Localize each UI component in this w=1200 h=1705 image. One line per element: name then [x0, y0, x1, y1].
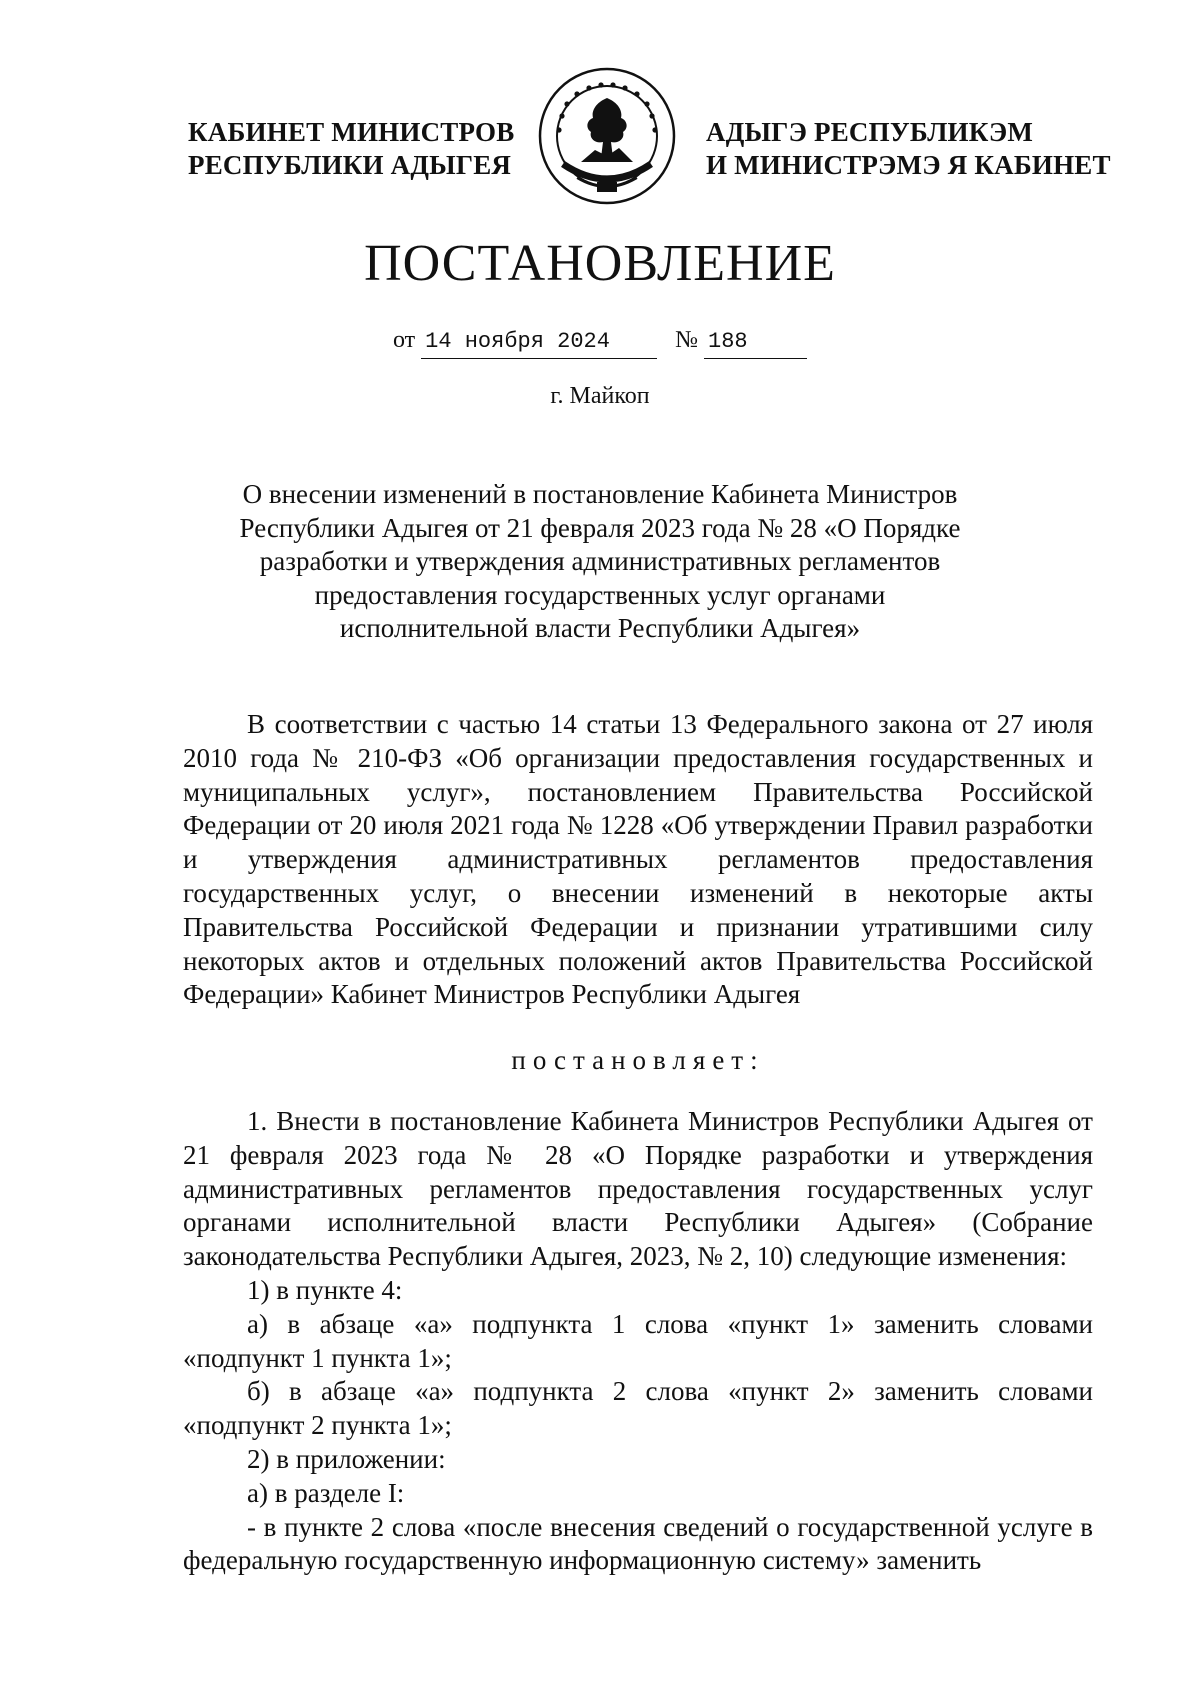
number-sign: № [675, 327, 699, 353]
document-title: ПОСТАНОВЛЕНИЕ [364, 235, 836, 292]
issuer-name-adyghe [706, 116, 1126, 182]
document-body [183, 708, 1093, 1578]
city: г. Майкоп [550, 383, 650, 409]
preamble-paragraph: В соответствии с частью 14 статьи 13 Федерального закона от 27 июля 2010 года № 210-ФЗ «Об организации предоставления государственных и муниципальных услуг», постановлением Правительства Российской Федерации от 20 июля 2021 года № 1228 «Об утверждении Правил разработки и утверждения административных регламентов предоставления государственных услуг, о внесении изменений в некоторые акты Правительства Российской Федерации и признании утратившими силу некоторых актов и отдельных положений актов Правительства Российской Федерации» Кабинет Министров Республики Адыгея [183, 709, 1093, 1010]
date-prefix: от [392, 327, 416, 353]
body-paragraph: 1) в пункте 4: [247, 1274, 403, 1305]
subject-line: Республики Адыгея от 21 февраля 2023 года № 28 «О Порядке [239, 512, 961, 543]
subject-line: исполнительной власти Республики Адыгея» [339, 613, 861, 643]
document-subject [200, 478, 1000, 646]
body-paragraph: 1. Внести в постановление Кабинета Министров Республики Адыгея от 21 февраля 2023 года № 28 «О Порядке разработки и утверждения административных регламентов предоставления государственных услуг органами исполнительной власти Республики Адыгея» (Собрание законодательства Республики Адыгея, 2023, № 2, 10) следующие изменения: [183, 1105, 1093, 1272]
decree-word: постановляет: [511, 1045, 765, 1076]
subject-line: разработки и утверждения административных регламентов [259, 546, 941, 576]
body-paragraph: а) в разделе I: [247, 1477, 405, 1508]
issuer-line-2: И МИНИСТРЭМЭ Я КАБИНЕТ [706, 150, 1111, 180]
coat-of-arms-icon [537, 66, 677, 206]
subject-line: О внесении изменений в постановление Кабинета Министров [242, 479, 958, 509]
document-number: 188 [704, 326, 807, 359]
body-paragraph: - в пункте 2 слова «после внесения сведений о государственной услуге в федеральную государственную информационную систему» заменить [183, 1511, 1093, 1576]
issuer-line-1: КАБИНЕТ МИНИСТРОВ [188, 117, 515, 147]
body-paragraph: а) в абзаце «а» подпункта 1 слова «пункт 1» заменить словами «подпункт 1 пункта 1»; [183, 1308, 1093, 1373]
issuer-line-2: РЕСПУБЛИКИ АДЫГЕЯ [188, 150, 512, 180]
body-paragraph: 2) в приложении: [247, 1443, 446, 1474]
document-date: 14 ноября 2024 [421, 326, 657, 359]
issuer-line-1: АДЫГЭ РЕСПУБЛИКЭМ [706, 117, 1034, 147]
subject-line: предоставления государственных услуг органами [314, 579, 886, 610]
body-paragraph: б) в абзаце «а» подпункта 2 слова «пункт 2» заменить словами «подпункт 2 пункта 1»; [183, 1376, 1093, 1441]
issuer-name-russian [188, 116, 518, 182]
date-number-line [0, 324, 1200, 359]
